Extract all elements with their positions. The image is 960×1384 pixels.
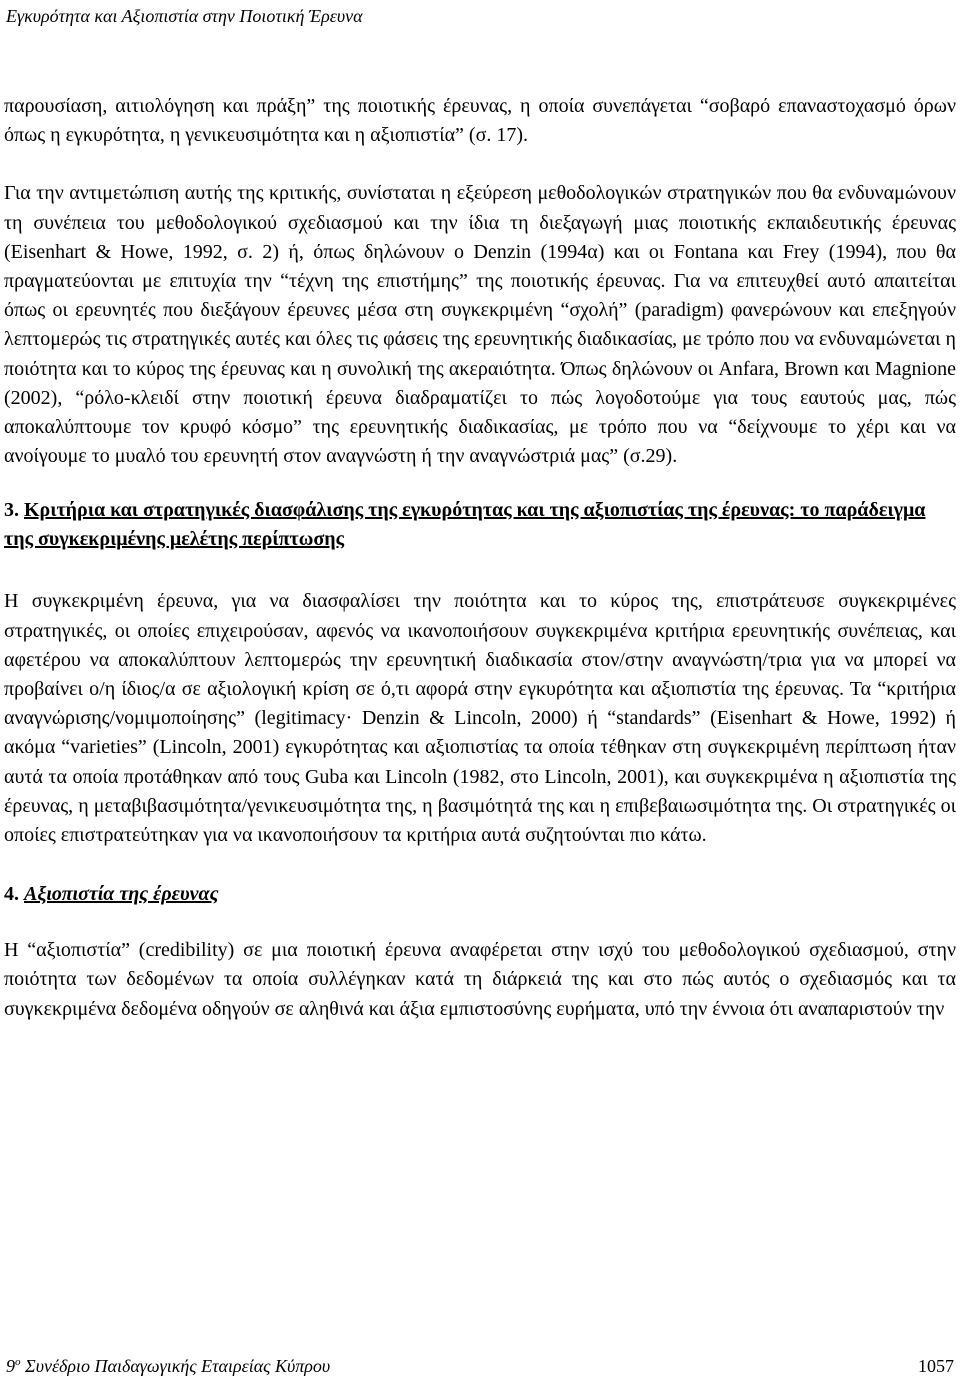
- running-footer: [6, 1354, 954, 1378]
- page-number: 1057: [918, 1356, 954, 1376]
- paragraph-2: Για την αντιμετώπιση αυτής της κριτικής, συνίσταται η εξεύρεση μεθοδολογικών στρατηγικών που θα ενδυναμώνουν τη συνέπεια του μεθοδολογικού σχεδιασμού και την ίδια τη διεξαγωγή μιας ποιοτικής εκπαιδευτικής έρευνας (Eisenhart & Howe, 1992, σ. 2) ή, όπως δηλώνουν ο Denzin (1994α) και οι Fontana και Frey (1994), που θα πραγματεύονται με επιτυχία την “τέχνη της επιστήμης” της ποιοτικής έρευνας. Για να επιτευχθεί αυτό απαιτείται όπως οι ερευνητές που διεξάγουν έρευνες μέσα στη συγκεκριμένη “σχολή” (paradigm) φανερώνουν και επεξηγούν λεπτομερώς τις στρατηγικές αυτές και όλες τις φάσεις της ερευνητικής διαδικασίας, με τρόπο που να ενδυναμώνεται η ποιότητα και το κύρος της έρευνας και η συνολική της ακεραιότητα. Όπως δηλώνουν οι Anfara, Brown και Magnione (2002), “ρόλο-κλειδί στην ποιοτική έρευνα διαδραματίζει το πώς λογοδοτούμε για τους εαυτούς μας, πώς αποκαλύπτουμε τον κρυφό κόσμο” της ερευνητικής διαδικασίας, με τρόπο που να “δείχνουμε το χέρι και να ανοίγουμε το μυαλό του ερευνητή στον αναγνώστη ή την αναγνώστριά μας” (σ.29).: [4, 182, 956, 468]
- footer-ordinal: 9: [6, 1356, 15, 1376]
- section-3-heading: [4, 496, 956, 554]
- footer-conference: [6, 1356, 330, 1376]
- section-3-number: 3.: [4, 499, 19, 522]
- footer-ordinal-suffix: ο: [15, 1356, 21, 1368]
- section-4-title: Αξιοπιστία της έρευνας: [24, 883, 219, 906]
- section-3-title: Κριτήρια και στρατηγικές διασφάλισης της εγκυρότητας και της αξιοπιστίας της έρευνας: το παράδειγμα της συγκεκριμένης μελέτης περίπτωσης: [4, 499, 926, 551]
- footer-conference-name: Συνέδριο Παιδαγωγικής Εταιρείας Κύπρου: [25, 1356, 331, 1376]
- section-4-number: 4.: [4, 883, 19, 906]
- running-header: Εγκυρότητα και Αξιοπιστία στην Ποιοτική Έρευνα: [6, 6, 363, 26]
- section-4-heading: [4, 880, 956, 909]
- paragraph-4: Η “αξιοπιστία” (credibility) σε μια ποιοτική έρευνα αναφέρεται στην ισχύ του μεθοδολογικού σχεδιασμού, στην ποιότητα των δεδομένων τα οποία συλλέγηκαν κατά τη διάρκειά της και στο πώς αυτός ο σχεδιασμός και τα συγκεκριμένα δεδομένα οδηγούν σε αληθινά και άξια εμπιστοσύνης ευρήματα, υπό την έννοια ότι αναπαριστούν την: [4, 939, 956, 1020]
- paragraph-3: Η συγκεκριμένη έρευνα, για να διασφαλίσει την ποιότητα και το κύρος της, επιστράτευσε συγκεκριμένες στρατηγικές, οι οποίες επιχειρούσαν, αφενός να ικανοποιήσουν συγκεκριμένα κριτήρια ερευνητικής συνέπειας, και αφετέρου να αποκαλύπτουν λεπτομερώς την ερευνητική διαδικασία στον/στην αναγνώστη/τρια για να μπορεί να προβαίνει ο/η ίδιος/α σε αξιολογική κρίση σε ό,τι αφορά στην εγκυρότητα και αξιοπιστία της έρευνας. Τα “κριτήρια αναγνώρισης/νομιμοποίησης” (legitimacy· Denzin & Lincoln, 2000) ή “standards” (Eisenhart & Howe, 1992) ή ακόμα “varieties” (Lincoln, 2001) εγκυρότητας και αξιοπιστίας τα οποία τέθηκαν στη συγκεκριμένη περίπτωση ήταν αυτά τα οποία προτάθηκαν από τους Guba και Lincoln (1982, στο Lincoln, 2001), και συγκεκριμένα η αξιοπιστία της έρευνας, η μεταβιβασιμότητα/γενικευσιμότητα της, η βασιμότητά της και η επιβεβαιωσιμότητα της. Οι στρατηγικές οι οποίες επιστρατεύτηκαν για να ικανοποιήσουν τα κριτήρια αυτά συζητούνται πιο κάτω.: [4, 590, 956, 847]
- page-body: [4, 92, 956, 1024]
- paragraph-1: παρουσίαση, αιτιολόγηση και πράξη” της ποιοτικής έρευνας, η οποία συνεπάγεται “σοβαρό επαναστοχασμό όρων όπως η εγκυρότητα, η γενικευσιμότητα και η αξιοπιστία” (σ. 17).: [4, 95, 956, 147]
